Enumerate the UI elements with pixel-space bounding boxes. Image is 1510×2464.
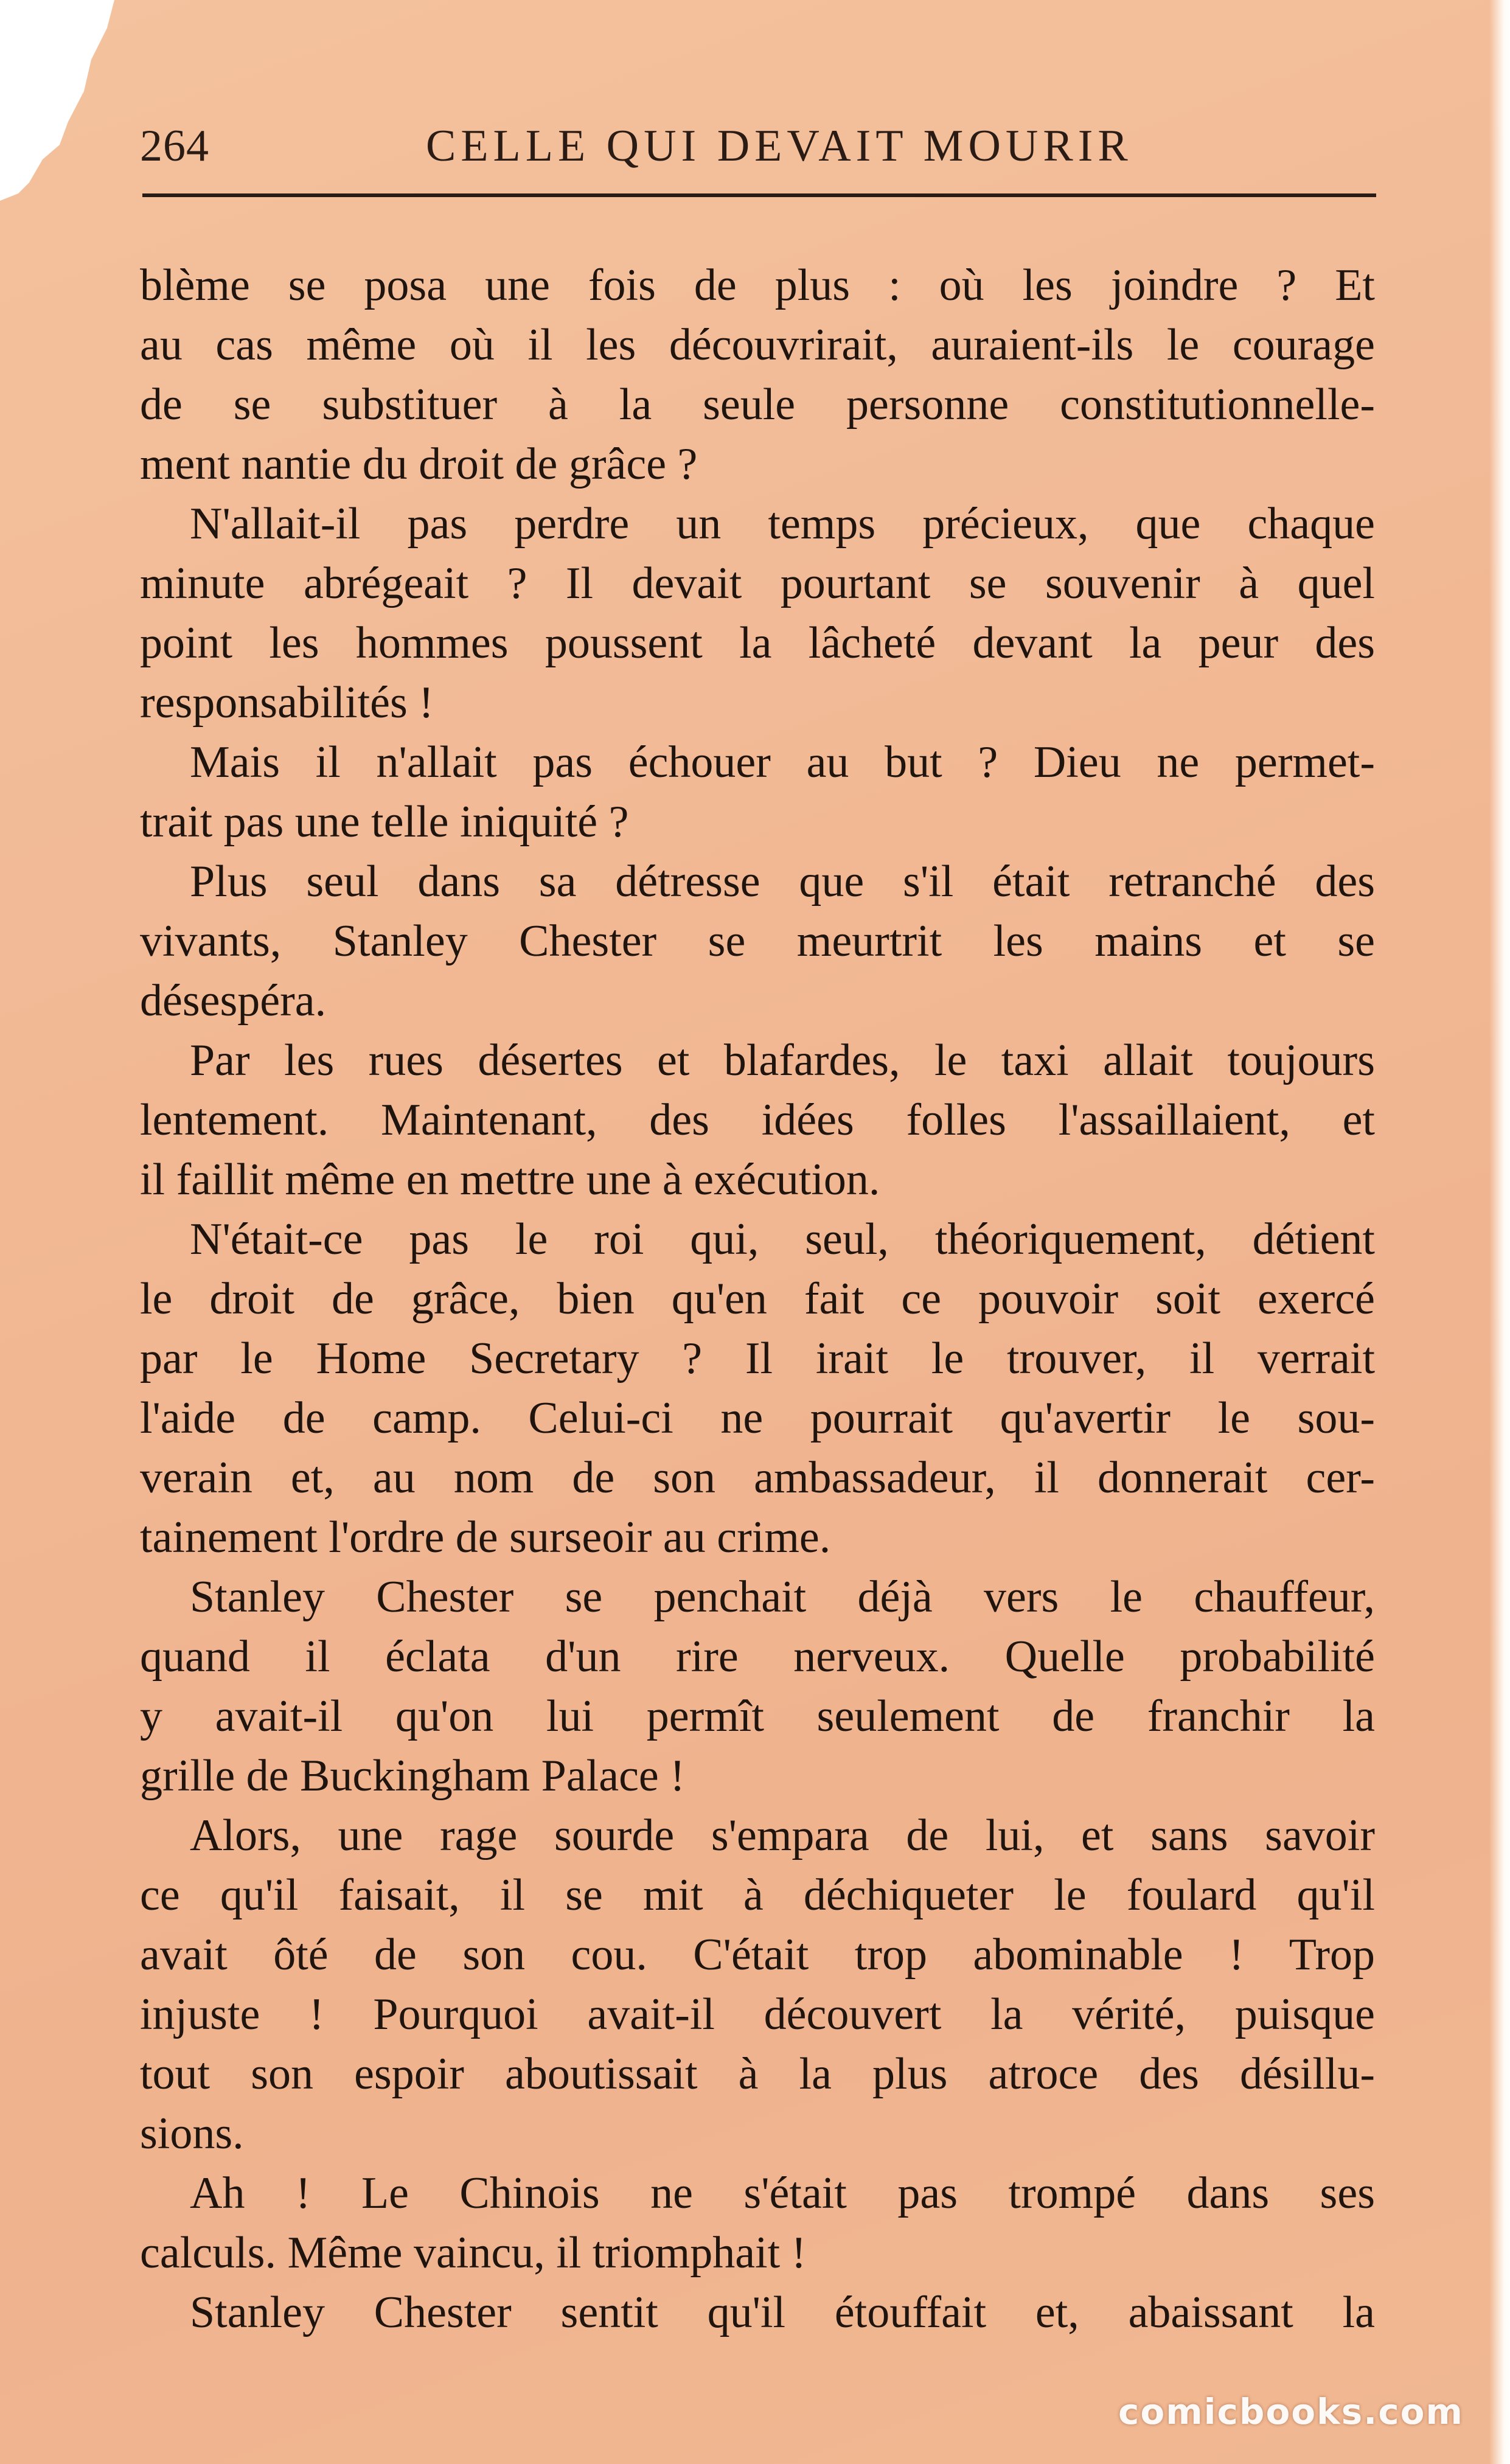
text-line: calculs. Même vaincu, il triomphait ! — [140, 2228, 807, 2278]
text-line: trait pas une telle iniquité ? — [140, 797, 629, 847]
text-line: minute abrégeait ? Il devait pourtant se souvenir à quel — [140, 559, 1375, 608]
page-number: 264 — [140, 121, 209, 171]
text-line: y avait-il qu'on lui permît seulement de franchir la — [140, 1691, 1375, 1741]
watermark: comicbooks.com — [1118, 2391, 1464, 2432]
text-line: Mais il n'allait pas échouer au but ? Dieu ne permet- — [190, 737, 1375, 787]
text-line: de se substituer à la seule personne constitutionnelle- — [140, 380, 1375, 430]
text-line: le droit de grâce, bien qu'en fait ce pouvoir soit exercé — [140, 1274, 1375, 1324]
text-line: tainement l'ordre de surseoir au crime. — [140, 1512, 831, 1562]
text-line: blème se posa une fois de plus : où les joindre ? Et — [140, 260, 1375, 310]
text-line: ment nantie du droit de grâce ? — [140, 439, 698, 489]
text-line: N'était-ce pas le roi qui, seul, théoriquement, détient — [190, 1214, 1375, 1264]
text-line: il faillit même en mettre une à exécution. — [140, 1155, 880, 1205]
text-line: Stanley Chester se penchait déjà vers le chauffeur, — [190, 1572, 1375, 1622]
text-line: Alors, une rage sourde s'empara de lui, et sans savoir — [190, 1811, 1375, 1860]
text-line: point les hommes poussent la lâcheté devant la peur des — [140, 618, 1375, 668]
text-line: sions. — [140, 2109, 244, 2159]
text-line: au cas même où il les découvrirait, auraient-ils le courage — [140, 320, 1375, 370]
text-line: tout son espoir aboutissait à la plus atroce des désillu- — [140, 2049, 1375, 2099]
text-line: par le Home Secretary ? Il irait le trouver, il verrait — [140, 1334, 1375, 1383]
text-line: avait ôté de son cou. C'était trop abominable ! Trop — [140, 1930, 1375, 1980]
text-line: vivants, Stanley Chester se meurtrit les mains et se — [140, 916, 1375, 966]
text-line: injuste ! Pourquoi avait-il découvert la vérité, puisque — [140, 1989, 1375, 2039]
text-line: lentement. Maintenant, des idées folles l'assaillaient, et — [140, 1095, 1375, 1145]
text-line: verain et, au nom de son ambassadeur, il donnerait cer- — [140, 1453, 1375, 1503]
header-rule — [142, 193, 1376, 197]
text-line: Ah ! Le Chinois ne s'était pas trompé dans ses — [190, 2168, 1375, 2218]
text-line: Plus seul dans sa détresse que s'il était retranché des — [190, 857, 1375, 907]
text-line: grille de Buckingham Palace ! — [140, 1751, 685, 1801]
body-text — [140, 256, 1375, 2342]
page-edge — [1489, 0, 1510, 2464]
text-line: N'allait-il pas perdre un temps précieux, que chaque — [190, 499, 1375, 549]
text-line: quand il éclata d'un rire nerveux. Quelle probabilité — [140, 1632, 1375, 1682]
text-line: responsabilités ! — [140, 678, 434, 728]
text-line: Stanley Chester sentit qu'il étouffait et, abaissant la — [190, 2288, 1375, 2337]
text-line: l'aide de camp. Celui-ci ne pourrait qu'avertir le sou- — [140, 1393, 1375, 1443]
text-line: Par les rues désertes et blafardes, le taxi allait toujours — [190, 1035, 1375, 1085]
text-line: désespéra. — [140, 976, 327, 1026]
running-title: CELLE QUI DEVAIT MOURIR — [426, 121, 1133, 171]
running-header — [140, 110, 1375, 176]
text-line: ce qu'il faisait, il se mit à déchiqueter le foulard qu'il — [140, 1870, 1375, 1920]
